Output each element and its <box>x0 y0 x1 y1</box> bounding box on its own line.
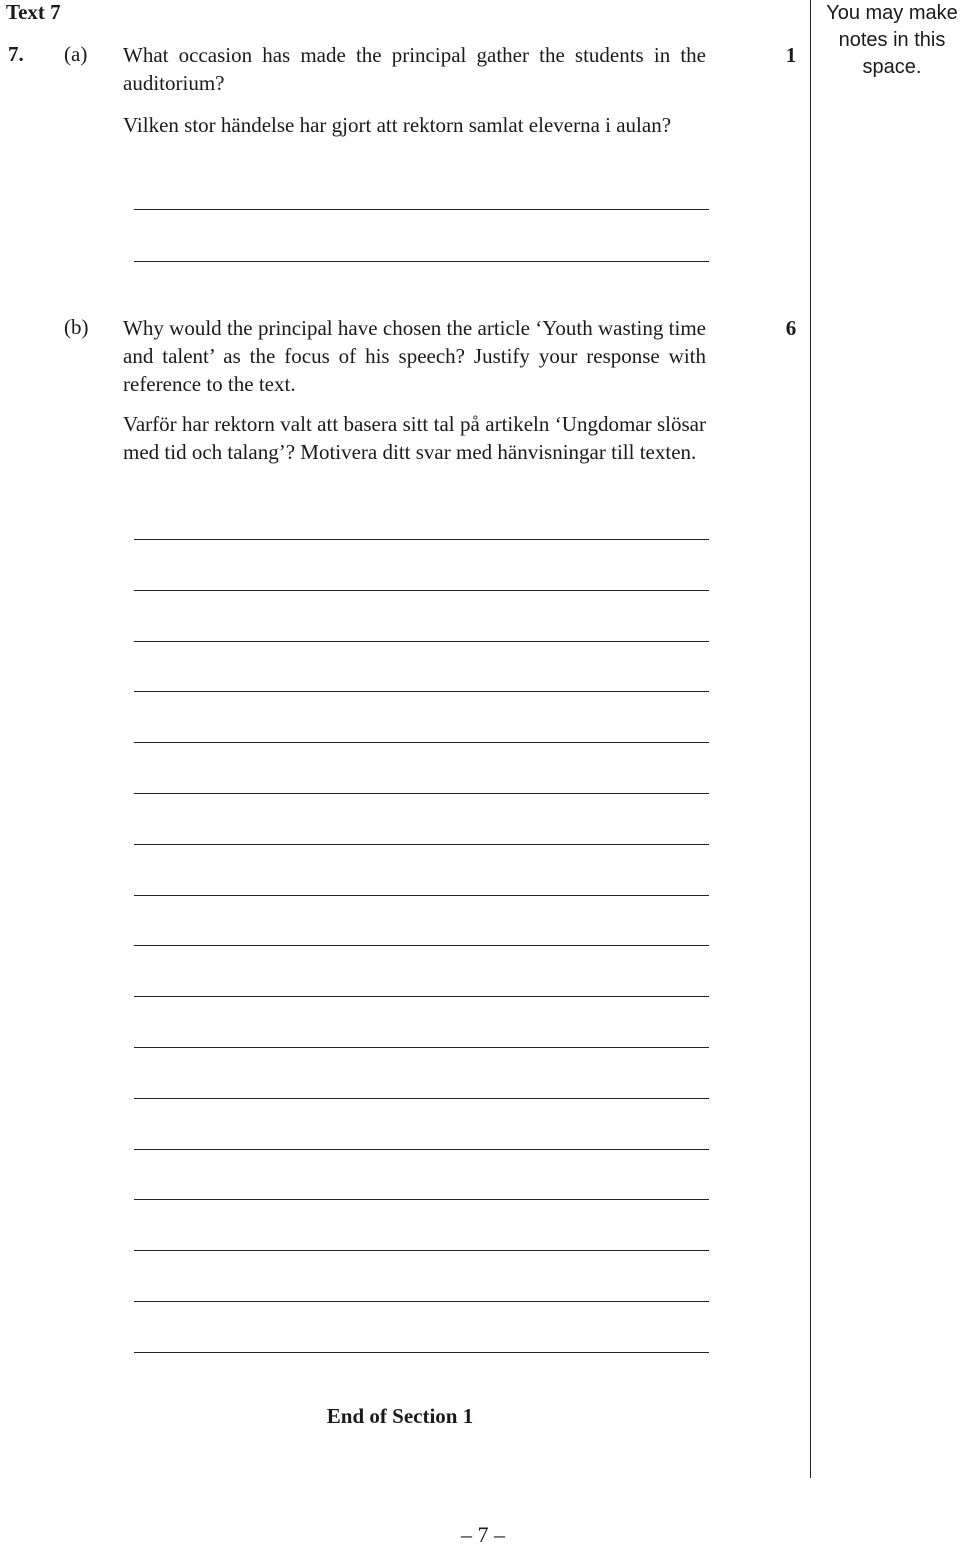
part-a-marks: 1 <box>785 43 797 67</box>
answer-line[interactable] <box>134 1250 709 1251</box>
part-b-marks: 6 <box>785 316 797 340</box>
answer-line[interactable] <box>134 844 709 845</box>
answer-line[interactable] <box>134 793 709 794</box>
section-title: Text 7 <box>6 0 61 24</box>
answer-line[interactable] <box>134 996 709 997</box>
answer-line[interactable] <box>134 209 709 210</box>
margin-divider <box>810 0 811 1478</box>
part-a-label: (a) <box>64 42 88 66</box>
page-number: – 7 – <box>461 1522 505 1547</box>
part-a-question-swedish: Vilken stor händelse har gjort att rektorn samlat eleverna i aulan? <box>123 113 672 137</box>
answer-line[interactable] <box>134 1199 709 1200</box>
answer-line[interactable] <box>134 742 709 743</box>
answer-line[interactable] <box>134 590 709 591</box>
answer-line[interactable] <box>134 641 709 642</box>
answer-line[interactable] <box>134 1098 709 1099</box>
part-b-question-english: Why would the principal have chosen the article ‘Youth wasting time and talent’ as the focus of his speech? Justify your response with reference to the text. <box>123 316 706 396</box>
answer-line[interactable] <box>134 1047 709 1048</box>
margin-note: You may make notes in this space. <box>826 2 958 78</box>
answer-line[interactable] <box>134 1149 709 1150</box>
part-b-label: (b) <box>64 315 89 339</box>
answer-line[interactable] <box>134 691 709 692</box>
question-number: 7. <box>8 42 24 66</box>
answer-line[interactable] <box>134 895 709 896</box>
answer-line[interactable] <box>134 261 709 262</box>
part-b-question-swedish: Varför har rektorn valt att basera sitt tal på artikeln ‘Ungdomar slösar med tid och talang’? Motivera ditt svar med hänvisningar till texten. <box>123 412 706 464</box>
answer-line[interactable] <box>134 945 709 946</box>
answer-line[interactable] <box>134 1352 709 1353</box>
answer-line[interactable] <box>134 539 709 540</box>
answer-line[interactable] <box>134 1301 709 1302</box>
part-a-question-english: What occasion has made the principal gather the students in the auditorium? <box>123 43 706 95</box>
end-of-section: End of Section 1 <box>326 1404 474 1428</box>
